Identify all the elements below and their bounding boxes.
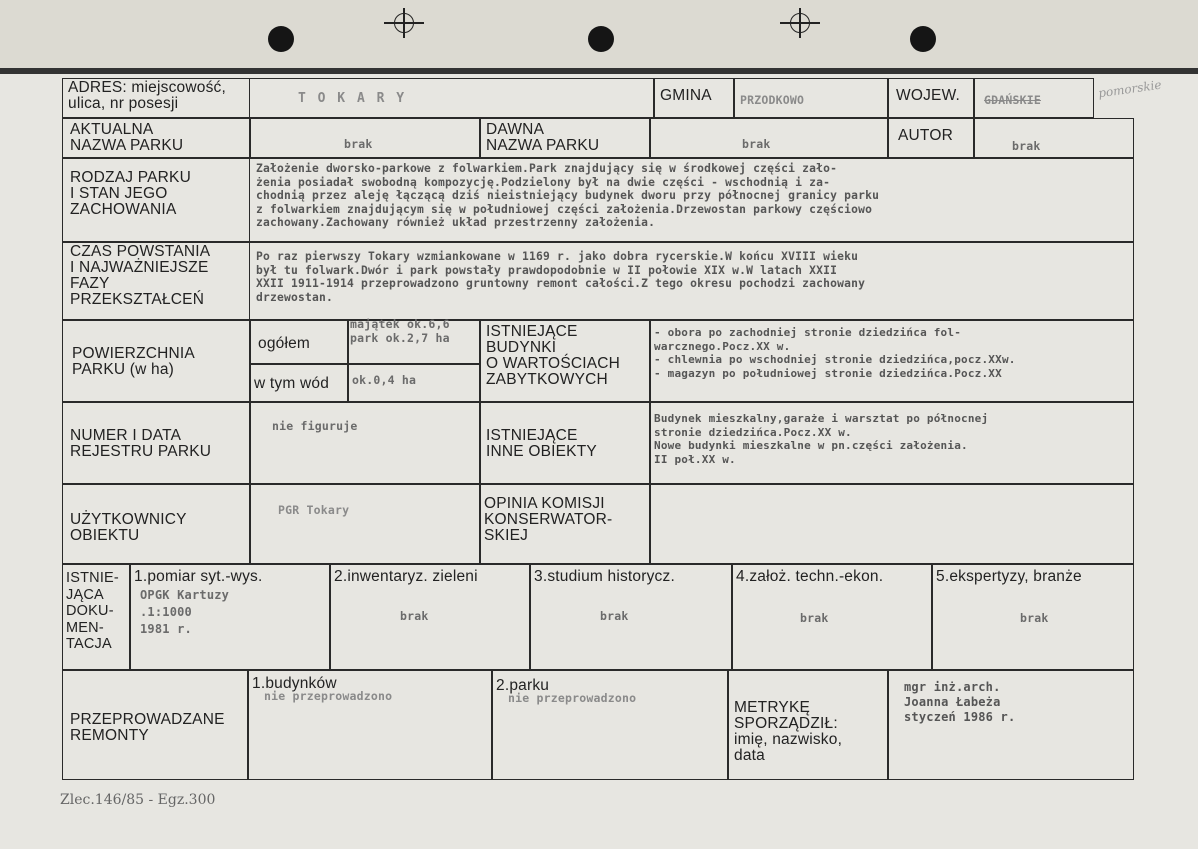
adres-value: T O K A R Y bbox=[298, 91, 407, 106]
wojew-label: WOJEW. bbox=[896, 87, 961, 104]
wod-value: ok.0,4 ha bbox=[352, 373, 417, 387]
registration-mark-icon bbox=[780, 8, 820, 38]
gmina-value: PRZODKOWO bbox=[740, 93, 805, 107]
punch-hole bbox=[910, 26, 936, 52]
doc-col-4-label: 4.założ. techn.-ekon. bbox=[736, 568, 884, 585]
dawna-value: brak bbox=[742, 137, 771, 151]
uzytkownicy-label: UŻYTKOWNICY OBIEKTU bbox=[70, 511, 187, 544]
footer-order-number: Zlec.146/85 - Egz.300 bbox=[60, 792, 216, 808]
powierzchnia-label: POWIERZCHNIA PARKU (w ha) bbox=[72, 345, 195, 378]
adres-label: ADRES: miejscowość, ulica, nr posesji bbox=[68, 79, 226, 112]
opinia-value-cell bbox=[650, 484, 1134, 564]
doc-col-2-label: 2.inwentaryz. zieleni bbox=[334, 568, 478, 585]
rodzaj-label: RODZAJ PARKU I STAN JEGO ZACHOWANIA bbox=[70, 169, 191, 218]
opinia-label: OPINIA KOMISJI KONSERWATOR- SKIEJ bbox=[484, 495, 613, 544]
gmina-label: GMINA bbox=[660, 87, 712, 104]
remonty-label: PRZEPROWADZANE REMONTY bbox=[70, 711, 225, 744]
inne-label: ISTNIEJĄCE INNE OBIEKTY bbox=[486, 427, 597, 460]
budynki-value: - obora po zachodniej stronie dziedzińca fol- warcznego.Pocz.XX w. - chlewnia po wschodniej stronie dziedzińca,pocz.XXw. - magazyn po południowej stronie dziedzińca.Pocz.XX bbox=[654, 326, 1016, 380]
autor-value: brak bbox=[1012, 139, 1041, 153]
remonty-budynkow-label: 1.budynków bbox=[252, 675, 337, 692]
wojew-value: GDAŃSKIE bbox=[984, 93, 1041, 107]
metryke-value: mgr inż.arch. Joanna Łabeża styczeń 1986 r. bbox=[904, 680, 1016, 724]
doc-col-4-value: brak bbox=[800, 611, 829, 625]
uzytkownicy-value: PGR Tokary bbox=[278, 503, 350, 517]
rejestr-value-cell bbox=[250, 402, 480, 484]
dokumentacja-label: ISTNIE- JĄCA DOKU- MEN- TACJA bbox=[66, 570, 119, 652]
inne-value: Budynek mieszkalny,garaże i warsztat po północnej stronie dziedzińca.Pocz.XX w. Nowe budynki mieszkalne w pn.części założenia. II poł.XX w. bbox=[654, 412, 989, 466]
czas-value: Po raz pierwszy Tokary wzmiankowane w 1169 r. jako dobra rycerskie.W końcu XVIII wieku był tu folwark.Dwór i park powstały prawdopodobnie w II połowie XIX w.W latach XXII XXII 1911-1914 przeprowadzono gruntowny remont całości.Z tego okresu pochodzi zachowany drzewostan. bbox=[256, 250, 866, 304]
czas-label: CZAS POWSTANIA I NAJWAŻNIEJSZE FAZY PRZEKSZTAŁCEŃ bbox=[70, 243, 211, 308]
autor-value-cell bbox=[974, 118, 1134, 158]
aktualna-value: brak bbox=[344, 137, 373, 151]
remonty-parku-value: nie przeprowadzono bbox=[508, 691, 637, 705]
ogolem-value: majątek ok.6,6 park ok.2,7 ha bbox=[350, 317, 450, 345]
punch-hole bbox=[588, 26, 614, 52]
wojew-handwritten: pomorskie bbox=[1097, 77, 1163, 101]
doc-col-5-label: 5.ekspertyzy, branże bbox=[936, 568, 1082, 585]
doc-col-5-value: brak bbox=[1020, 611, 1049, 625]
autor-label: AUTOR bbox=[898, 127, 953, 144]
punch-hole bbox=[268, 26, 294, 52]
registration-mark-icon bbox=[384, 8, 424, 38]
wod-label: w tym wód bbox=[254, 375, 330, 392]
budynki-label: ISTNIEJĄCE BUDYNKI O WARTOŚCIACH ZABYTKOWYCH bbox=[486, 323, 621, 388]
remonty-parku-label: 2.parku bbox=[496, 677, 550, 694]
uzytkownicy-value-cell bbox=[250, 484, 480, 564]
rodzaj-value: Założenie dworsko-parkowe z folwarkiem.Park znajdujący się w środkowej części zało- żenia posiadał swobodną kompozycję.Podzielony był na dwie części - wschodnią i za- chodnią przez aleję łączącą dziś nieistniejący budynek dworu przy północnej granicy parku z folwarkiem znajdującym się w południowej części założenia.Drzewostan parkowy częściowo zachowany.Zachowany również układ przestrzenny założenia. bbox=[256, 162, 880, 229]
ogolem-label: ogółem bbox=[258, 335, 311, 352]
doc-col-1-value: OPGK Kartuzy .1:1000 1981 r. bbox=[140, 588, 230, 636]
metryke-label: METRYKĘ SPORZĄDZIŁ: imię, nazwisko, data bbox=[734, 699, 843, 764]
doc-col-2-value: brak bbox=[400, 609, 429, 623]
doc-col-3-label: 3.studium historycz. bbox=[534, 568, 675, 585]
dawna-label: DAWNA NAZWA PARKU bbox=[486, 121, 600, 154]
remonty-budynkow-value: nie przeprowadzono bbox=[264, 689, 393, 703]
doc-col-3-value: brak bbox=[600, 609, 629, 623]
aktualna-label: AKTUALNA NAZWA PARKU bbox=[70, 121, 184, 154]
rejestr-label: NUMER I DATA REJESTRU PARKU bbox=[70, 427, 212, 460]
rejestr-value: nie figuruje bbox=[272, 419, 358, 433]
doc-col-1-label: 1.pomiar syt.-wys. bbox=[134, 568, 263, 585]
